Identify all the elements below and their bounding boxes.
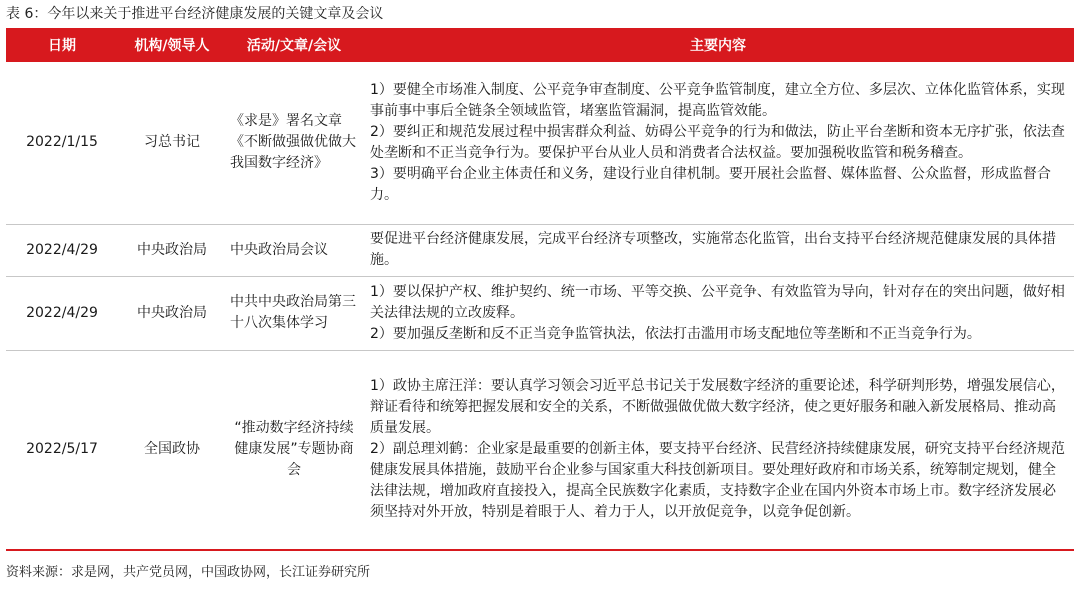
content-item: 2）副总理刘鹤：企业家是最重要的创新主体，要支持平台经济、民营经济持续健康发展，研究支持平台经济规范健康发展具体措施，鼓励平台企业参与国家重大科技创新项目。要处理好政府和市场关系，统筹制定规划，健全法律法规，增加政府直接投入，提高全民族数字化素质，支持数字企业在国内外资本市场上市。数字经济发展必须坚持对外开放，特别是着眼于人、着力于人，以开放促竞争，以竞争促创新。 <box>370 441 1065 521</box>
source-note: 资料来源：求是网，共产党员网，中国政协网，长江证券研究所 <box>6 565 371 580</box>
content-item: 2）要纠正和规范发展过程中损害群众利益、妨碍公平竞争的行为和做法，防止平台垄断和资本无序扩张，依法查处垄断和不正当竞争行为。要保护平台从业人员和消费者合法权益。要加强税收监管和税务稽查。 <box>370 123 1065 161</box>
header-event: 活动/文章/会议 <box>226 28 362 62</box>
content-item: 1）要以保护产权、维护契约、统一市场、平等交换、公平竞争、有效监管为导向，针对存在的突出问题，做好相关法律法规的立改废释。 <box>370 283 1065 321</box>
table-header-row <box>6 28 1074 62</box>
row-event: 中央政治局会议 <box>226 224 362 276</box>
content-item: 1）政协主席汪洋：要认真学习领会习近平总书记关于发展数字经济的重要论述，科学研判形势，增强发展信心，辩证看待和统筹把握发展和安全的关系，不断做强做优做大数字经济，使之更好服务和融入新发展格局、推动高质量发展。 <box>370 378 1065 437</box>
table-row <box>6 62 1074 224</box>
header-date: 日期 <box>6 28 118 62</box>
row-content <box>362 62 1074 224</box>
table-row <box>6 350 1074 550</box>
header-org: 机构/领导人 <box>118 28 226 62</box>
row-date: 2022/5/17 <box>6 350 118 550</box>
header-content: 主要内容 <box>362 28 1074 62</box>
row-content <box>362 350 1074 550</box>
table-caption: 表 6：今年以来关于推进平台经济健康发展的关键文章及会议 <box>6 6 384 22</box>
row-org: 中央政治局 <box>118 276 226 350</box>
row-event: 《求是》署名文章《不断做强做优做大我国数字经济》 <box>226 62 362 224</box>
content-item: 2）要加强反垄断和反不正当竞争监管执法，依法打击滥用市场支配地位等垄断和不正当竞争行为。 <box>370 325 981 342</box>
content-item: 3）要明确平台企业主体责任和义务，建设行业自律机制。要开展社会监督、媒体监督、公众监督，形成监督合力。 <box>370 165 1051 203</box>
row-date: 2022/1/15 <box>6 62 118 224</box>
row-event: “推动数字经济持续健康发展”专题协商会 <box>226 350 362 550</box>
row-content <box>362 224 1074 276</box>
content-item: 要促进平台经济健康发展，完成平台经济专项整改，实施常态化监管，出台支持平台经济规范健康发展的具体措施。 <box>370 231 1056 268</box>
key-articles-table <box>6 28 1074 551</box>
table-row <box>6 276 1074 350</box>
row-event: 中共中央政治局第三十八次集体学习 <box>226 276 362 350</box>
row-org: 习总书记 <box>118 62 226 224</box>
row-date: 2022/4/29 <box>6 276 118 350</box>
content-item: 1）要健全市场准入制度、公平竞争审查制度、公平竞争监管制度，建立全方位、多层次、立体化监管体系，实现事前事中事后全链条全领域监管，堵塞监管漏洞，提高监管效能。 <box>370 81 1065 119</box>
table-row <box>6 224 1074 276</box>
row-org: 全国政协 <box>118 350 226 550</box>
row-date: 2022/4/29 <box>6 224 118 276</box>
row-content <box>362 276 1074 350</box>
row-org: 中央政治局 <box>118 224 226 276</box>
